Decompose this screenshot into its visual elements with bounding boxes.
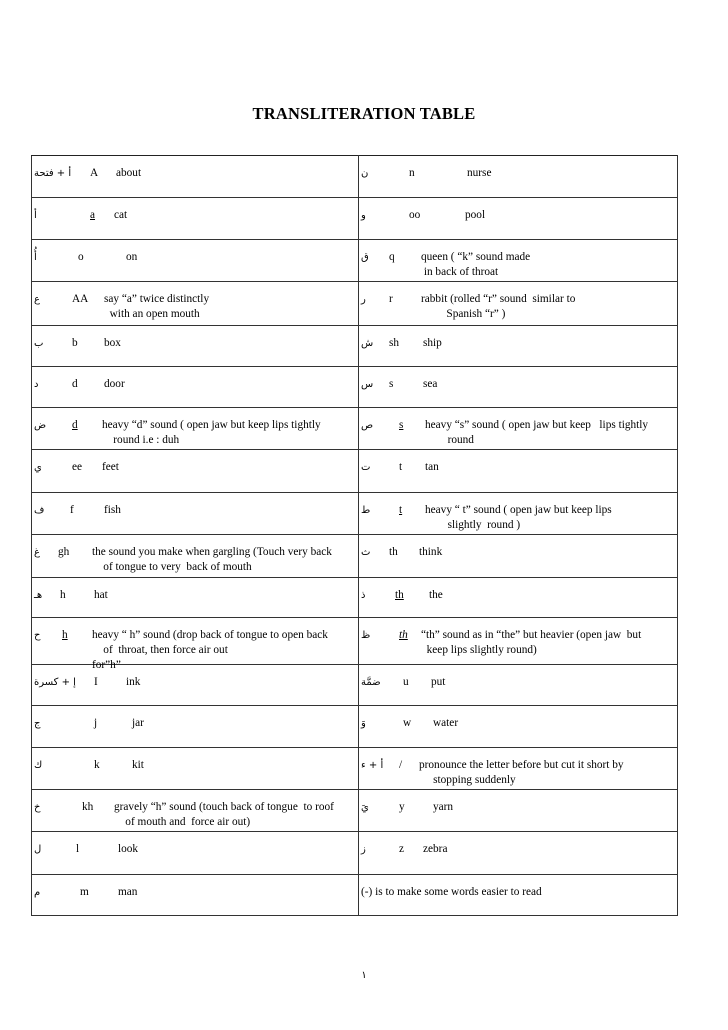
- transliteration-symbol: kh: [82, 801, 94, 813]
- left-cell: [32, 578, 359, 618]
- example-description: “th” sound as in “the” but heavier (open jaw but keep lips slightly round): [421, 629, 642, 656]
- right-cell: [359, 875, 678, 916]
- transliteration-symbol: A: [90, 167, 99, 179]
- example-description: gravely “h” sound (touch back of tongue to roof of mouth and force air out): [114, 801, 334, 828]
- transliteration-symbol: b: [72, 337, 78, 349]
- transliteration-symbol: oo: [409, 209, 421, 221]
- table-row: [32, 326, 678, 367]
- left-cell: [32, 156, 359, 198]
- arabic-letter: م: [34, 887, 41, 898]
- arabic-letter: ج: [34, 718, 41, 729]
- left-cell: [32, 665, 359, 706]
- arabic-letter: يَ: [361, 802, 369, 813]
- table-row: [32, 367, 678, 408]
- example-description: kit: [132, 759, 144, 771]
- left-cell: [32, 326, 359, 367]
- arabic-letter: ث: [361, 547, 371, 558]
- example-description: the sound you make when gargling (Touch very back of tongue to very back of mouth: [92, 546, 332, 573]
- transliteration-symbol: y: [399, 801, 405, 813]
- right-cell: [359, 450, 678, 493]
- arabic-letter: هـ: [34, 590, 43, 601]
- right-cell: [359, 198, 678, 240]
- arabic-letter: د: [34, 379, 39, 390]
- transliteration-symbol: a: [90, 209, 96, 221]
- example-description: heavy “d” sound ( open jaw but keep lips tightly round i.e : duh: [102, 419, 321, 446]
- example-description: door: [104, 378, 125, 390]
- left-cell: [32, 408, 359, 450]
- left-cell: [32, 493, 359, 535]
- transliteration-symbol: ee: [72, 461, 83, 473]
- transliteration-symbol: z: [399, 843, 405, 855]
- example-description: heavy “s” sound ( open jaw but keep lips tightly round: [425, 419, 649, 446]
- arabic-letter: ر: [361, 294, 366, 305]
- arabic-letter: س: [361, 379, 374, 390]
- arabic-letter: غ: [34, 547, 40, 558]
- example-description: box: [104, 337, 121, 349]
- table-row: [32, 493, 678, 535]
- example-description: think: [419, 546, 443, 558]
- transliteration-symbol: I: [94, 676, 98, 688]
- transliteration-symbol: f: [70, 504, 74, 516]
- transliteration-symbol: u: [403, 676, 409, 688]
- right-cell: [359, 665, 678, 706]
- left-cell: [32, 367, 359, 408]
- arabic-letter: ظ: [361, 630, 371, 641]
- transliteration-symbol: th: [399, 629, 408, 641]
- example-description: rabbit (rolled “r” sound similar to Spanish “r” ): [421, 293, 576, 320]
- arabic-letter: إ + كسرة: [34, 677, 76, 688]
- example-description: hat: [94, 589, 108, 601]
- left-cell: [32, 790, 359, 832]
- example-description: ship: [423, 337, 442, 349]
- example-description: pool: [465, 209, 486, 221]
- example-description: about: [116, 167, 142, 179]
- transliteration-symbol: l: [76, 843, 80, 855]
- transliteration-symbol: s: [399, 419, 404, 431]
- left-cell: [32, 706, 359, 748]
- arabic-letter: أ: [34, 210, 37, 221]
- right-cell: [359, 408, 678, 450]
- arabic-letter: ط: [361, 505, 371, 516]
- right-cell: [359, 367, 678, 408]
- transliteration-symbol: t: [399, 461, 403, 473]
- example-description: jar: [132, 717, 144, 729]
- example-description: water: [433, 717, 459, 729]
- arabic-letter: ن: [361, 168, 369, 179]
- right-cell: [359, 493, 678, 535]
- table-row: [32, 706, 678, 748]
- page-number: ١: [361, 970, 367, 981]
- right-cell: [359, 790, 678, 832]
- example-description: the: [429, 589, 443, 601]
- table-row: [32, 450, 678, 493]
- transliteration-symbol: /: [399, 759, 403, 771]
- transliteration-symbol: m: [80, 886, 89, 898]
- right-cell: [359, 282, 678, 326]
- example-description: heavy “ h” sound (drop back of tongue to open back of throat, then force air out for”h”: [92, 629, 328, 671]
- arabic-letter: ي: [34, 462, 42, 473]
- transliteration-table: [31, 155, 678, 916]
- right-cell: [359, 535, 678, 578]
- arabic-letter: ع: [34, 294, 40, 305]
- transliteration-symbol: th: [389, 546, 398, 558]
- arabic-letter: ز: [361, 844, 366, 855]
- example-description: put: [431, 676, 446, 688]
- arabic-letter: وَ: [361, 718, 366, 729]
- transliteration-symbol: r: [389, 293, 393, 305]
- arabic-letter: ت: [361, 462, 371, 473]
- arabic-letter: ح: [34, 630, 41, 641]
- right-cell: [359, 326, 678, 367]
- left-cell: [32, 282, 359, 326]
- right-cell: [359, 156, 678, 198]
- transliteration-symbol: d: [72, 419, 78, 431]
- table-row: [32, 748, 678, 790]
- arabic-letter: أ + ء: [361, 760, 384, 771]
- example-description: sea: [423, 378, 438, 390]
- table-row: [32, 665, 678, 706]
- transliteration-symbol: o: [78, 251, 84, 263]
- left-cell: [32, 875, 359, 916]
- example-description: look: [118, 843, 139, 855]
- example-description: zebra: [423, 843, 448, 855]
- transliteration-symbol: h: [62, 629, 68, 641]
- example-description: say “a” twice distinctly with an open mouth: [104, 293, 210, 320]
- example-description: cat: [114, 209, 128, 221]
- table-row: [32, 832, 678, 875]
- table-row: [32, 282, 678, 326]
- example-description: heavy “ t” sound ( open jaw but keep lips slightly round ): [425, 504, 612, 531]
- page-title: TRANSLITERATION TABLE: [252, 104, 476, 123]
- example-description: ink: [126, 676, 141, 688]
- transliteration-symbol: d: [72, 378, 78, 390]
- right-cell: [359, 240, 678, 282]
- example-description: pronounce the letter before but cut it short by stopping suddenly: [419, 759, 624, 786]
- right-cell: [359, 618, 678, 665]
- table-row: [32, 875, 678, 916]
- right-cell: [359, 748, 678, 790]
- left-cell: [32, 748, 359, 790]
- arabic-letter: ل: [34, 844, 42, 855]
- right-cell: [359, 578, 678, 618]
- table-row: [32, 578, 678, 618]
- left-cell: [32, 198, 359, 240]
- transliteration-symbol: t: [399, 504, 403, 516]
- arabic-letter: ذ: [361, 590, 366, 601]
- arabic-letter: ص: [361, 420, 374, 431]
- arabic-letter: ش: [361, 338, 374, 349]
- arabic-letter: خ: [34, 802, 41, 813]
- transliteration-symbol: s: [389, 378, 394, 390]
- left-cell: [32, 618, 359, 671]
- transliteration-symbol: k: [94, 759, 100, 771]
- example-description: fish: [104, 504, 121, 516]
- right-cell: [359, 706, 678, 748]
- transliteration-symbol: n: [409, 167, 415, 179]
- example-description: man: [118, 886, 138, 898]
- example-description: (-) is to make some words easier to read: [361, 886, 542, 898]
- table-row: [32, 790, 678, 832]
- transliteration-symbol: j: [94, 717, 98, 729]
- arabic-letter: أُ: [34, 252, 37, 263]
- table-row: [32, 240, 678, 282]
- table-row: [32, 618, 678, 665]
- example-description: yarn: [433, 801, 454, 813]
- arabic-letter: أ + فتحة: [34, 168, 72, 179]
- table-row: [32, 198, 678, 240]
- left-cell: [32, 240, 359, 282]
- arabic-letter: ض: [34, 420, 47, 431]
- example-description: nurse: [467, 167, 492, 179]
- table-row: [32, 408, 678, 450]
- arabic-letter: ب: [34, 338, 44, 349]
- example-description: feet: [102, 461, 119, 473]
- table-row: [32, 535, 678, 578]
- arabic-letter: و: [361, 210, 366, 221]
- transliteration-symbol: AA: [72, 293, 89, 305]
- left-cell: [32, 450, 359, 493]
- arabic-letter: ضمَّة: [361, 677, 381, 688]
- transliteration-symbol: h: [60, 589, 66, 601]
- table-row: [32, 156, 678, 198]
- left-cell: [32, 832, 359, 875]
- right-cell: [359, 832, 678, 875]
- arabic-letter: ق: [361, 252, 369, 263]
- transliteration-symbol: sh: [389, 337, 400, 349]
- arabic-letter: ك: [34, 760, 43, 771]
- transliteration-symbol: gh: [58, 546, 70, 558]
- left-cell: [32, 535, 359, 578]
- example-description: on: [126, 251, 138, 263]
- transliteration-symbol: w: [403, 717, 412, 729]
- example-description: tan: [425, 461, 439, 473]
- transliteration-symbol: th: [395, 589, 404, 601]
- transliteration-symbol: q: [389, 251, 395, 263]
- arabic-letter: ف: [34, 505, 45, 516]
- example-description: queen ( “k” sound made in back of throat: [421, 251, 531, 278]
